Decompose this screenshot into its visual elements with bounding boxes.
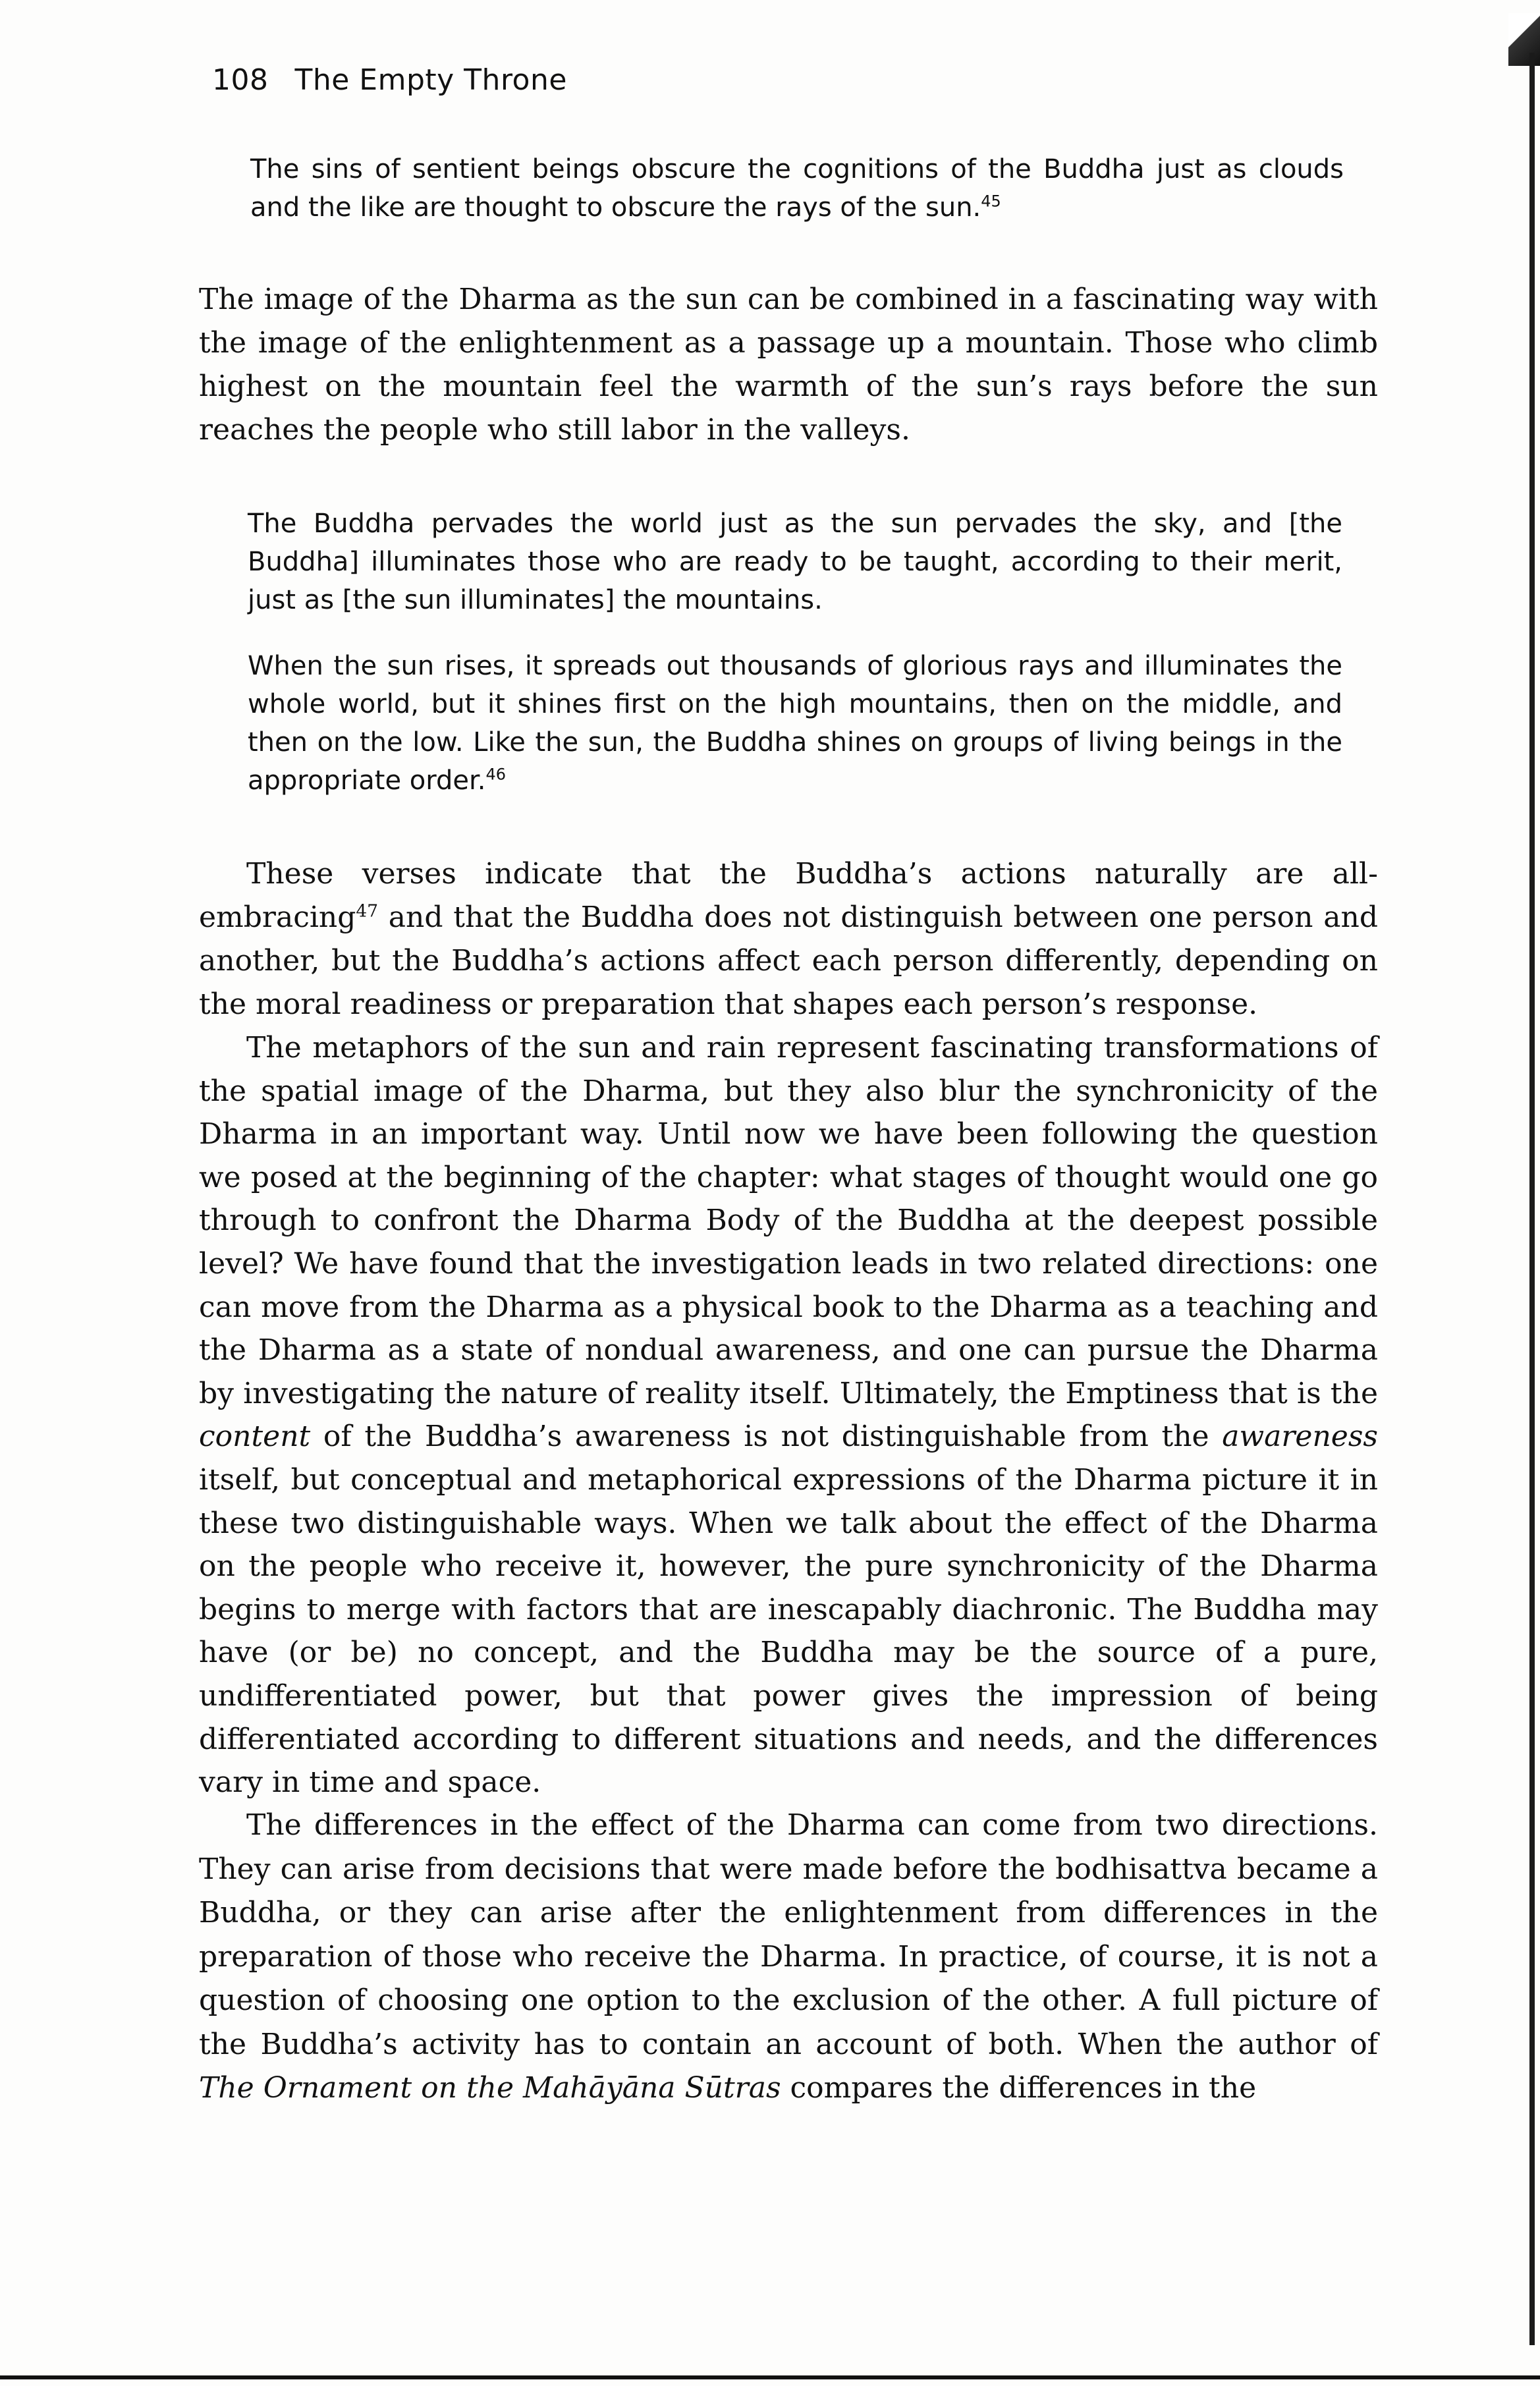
paragraph-4-part-b: compares the differences in the — [781, 2071, 1257, 2105]
italic-awareness: awareness — [1222, 1420, 1378, 1454]
italic-book-title: The Ornament on the Mahāyāna Sūtras — [199, 2071, 781, 2105]
running-title: The Empty Throne — [294, 63, 567, 97]
footnote-ref-46: 46 — [485, 765, 507, 784]
italic-content: content — [199, 1420, 311, 1454]
block-quote-3-text: When the sun rises, it spreads out thousands of glorious rays and illuminates the whole world, but it shines first on the high mountains, then on the middle, and then on the low. Like the sun, the Buddha shines on groups of living beings in the appropriate order. — [248, 651, 1342, 796]
paragraph-3 — [199, 1026, 1378, 1804]
running-header — [212, 63, 567, 97]
block-quote-1-text: The sins of sentient beings obscure the cognitions of the Buddha just as clouds and the like are thought to obscure the rays of the sun. — [250, 154, 1344, 223]
paragraph-4-part-a: The differences in the effect of the Dharma can come from two directions. They can arise from decisions that were made before the bodhisattva became a Buddha, or they can arise after the enlightenment from differences in the preparation of those who receive the Dharma. In practice, of course, it is not a question of choosing one option to the exclusion of the other. A full picture of the Buddha’s activity has to contain an account of both. When the author of — [199, 1808, 1378, 2061]
scan-bottom-edge — [0, 2375, 1540, 2379]
paragraph-2 — [199, 852, 1378, 1026]
block-quote-2: The Buddha pervades the world just as the sun pervades the sky, and [the Buddha] illuminates those who are ready to be taught, according to their merit, just as [the sun illuminates] the mountains. — [248, 509, 1342, 615]
page-number: 108 — [212, 63, 269, 97]
scan-right-edge — [1529, 53, 1535, 2345]
paragraph-1: The image of the Dharma as the sun can be combined in a fascinating way with the image of the enlightenment as a passage up a mountain. Those who climb highest on the mountain feel the warmth of the sun’s rays before the sun reaches the people who still labor in the valleys. — [199, 283, 1378, 447]
block-quote-1 — [250, 150, 1344, 227]
block-quote-3 — [248, 647, 1342, 800]
paragraph-2-part-b: and that the Buddha does not distinguish between one person and another, but the Buddha’s actions affect each person differently, depending on the moral readiness or preparation that shapes each person’s response. — [199, 901, 1378, 1021]
footnote-ref-45: 45 — [981, 192, 1001, 211]
paragraph-3-part-b: of the Buddha’s awareness is not distinguishable from the — [310, 1420, 1223, 1454]
footnote-ref-47: 47 — [356, 901, 379, 922]
paragraph-4 — [199, 1804, 1378, 2111]
paragraph-3-part-c: itself, but conceptual and metaphorical expressions of the Dharma picture it in these two distinguishable ways. When we talk about the effect of the Dharma on the people who receive it, however, the pure synchronicity of the Dharma begins to merge with factors that are inescapably diachronic. The Buddha may have (or be) no concept, and the Buddha may be the source of a pure, undifferentiated power, but that power gives the impression of being differentiated according to different situations and needs, and the differences vary in time and space. — [199, 1462, 1378, 1800]
paragraph-3-part-a: The metaphors of the sun and rain represent fascinating transformations of the spatial image of the Dharma, but they also blur the synchronicity of the Dharma in an important way. Until now we have been following the question we posed at the beginning of the chapter: what stages of thought would one go through to confront the Dharma Body of the Buddha at the deepest possible level? We have found that the investigation leads in two related directions: one can move from the Dharma as a physical book to the Dharma as a teaching and the Dharma as a state of nondual awareness, and one can pursue the Dharma by investigating the nature of reality itself. Ultimately, the Emptiness that is the — [199, 1031, 1378, 1410]
scan-corner-shadow — [1508, 13, 1540, 66]
paragraph-2-part-a: These verses indicate that the Buddha’s actions naturally are all-embracing — [199, 857, 1378, 934]
